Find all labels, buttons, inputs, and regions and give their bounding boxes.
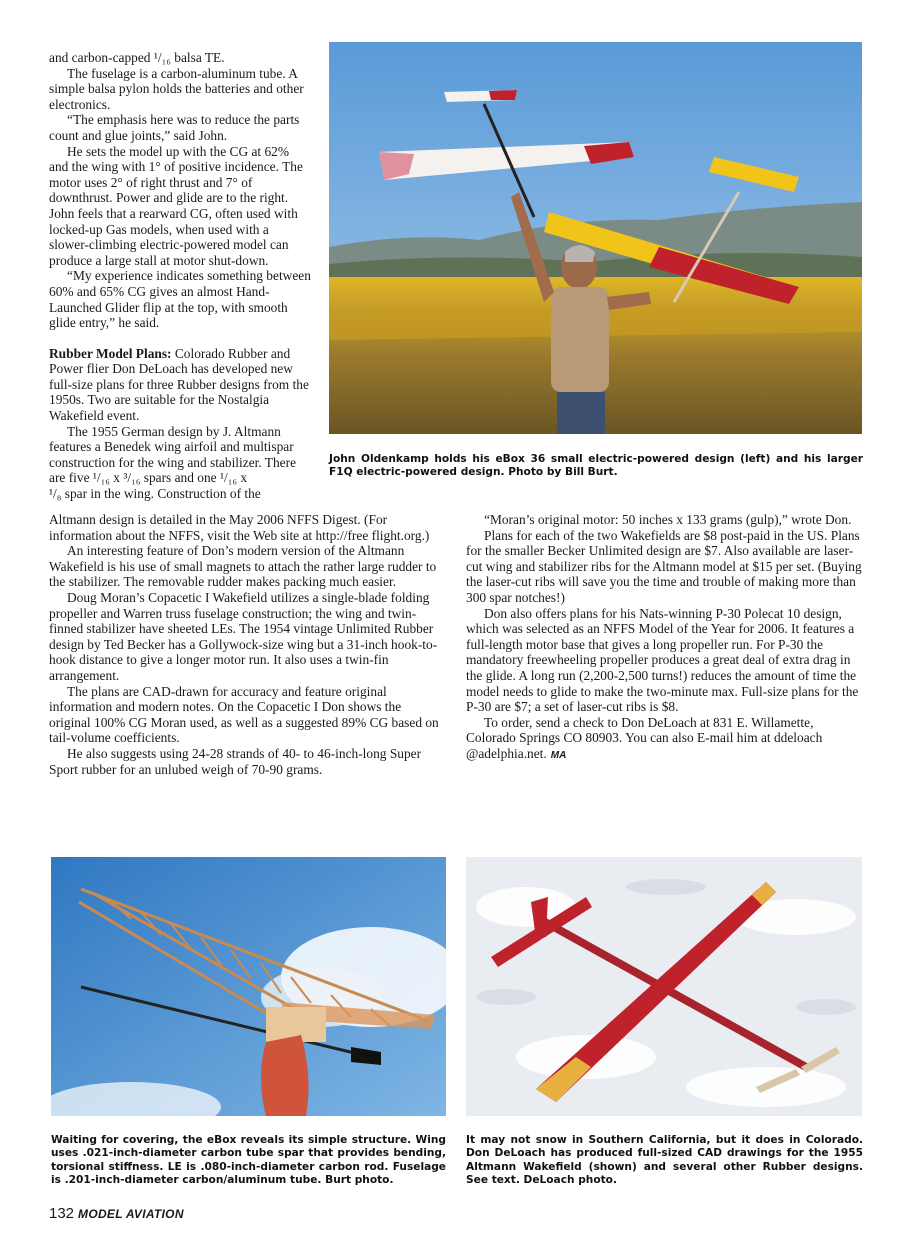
photo-ebox-structure — [51, 857, 446, 1116]
paragraph: “The emphasis here was to reduce the parts count and glue joints,” said John. — [49, 112, 300, 143]
section-heading: Rubber Model Plans: — [49, 345, 172, 361]
text-column-top — [49, 50, 311, 502]
page-footer — [49, 1205, 184, 1222]
section-text: Colorado Rubber and Power flier Don DeLoach has developed new full-size plans for three Rubber designs from the 1950s. Two are suitable for the Nostalgia Wakefield event. — [49, 345, 309, 424]
magazine-title: MODEL AVIATION — [78, 1207, 184, 1221]
text-column-right — [466, 512, 862, 764]
paragraph: “Moran’s original motor: 50 inches x 133 grams (gulp),” wrote Don. — [484, 512, 852, 527]
paragraph: and carbon-capped ¹/₁₆ balsa TE. — [49, 50, 225, 65]
caption-bottom-right: It may not snow in Southern California, but it does in Colorado. Don DeLoach has produced full-sized CAD drawings for the 1955 Altmann Wakefield (shown) and several other Rubber designs. See text. DeLoach photo. — [466, 1134, 863, 1187]
paragraph: He also suggests using 24-28 strands of 40- to 46-inch-long Super Sport rubber for an unlubed weigh of 70-90 grams. — [49, 745, 422, 777]
caption-bottom-left: Waiting for covering, the eBox reveals its simple structure. Wing uses .021-inch-diameter carbon tube spar that provides bending, torsional stiffness. LE is .080-inch-diameter carbon rod. Fuselage is .201-inch-diameter carbon/aluminum tube. Burt photo. — [51, 1134, 446, 1187]
paragraph: An interesting feature of Don’s modern version of the Altmann Wakefield is his use of small magnets to attach the rather large rudder to the stabilizer. The removable rudder makes packing much easier. — [49, 543, 437, 590]
paragraph: “My experience indicates something between 60% and 65% CG gives an almost Hand-Launched Glider flip at the top, with smooth glide entry,” he said. — [49, 268, 311, 331]
paragraph-text: To order, send a check to Don DeLoach at 831 E. Willamette, Colorado Springs CO 80903. You can also E-mail him at ddeloach @adelphia.net. — [466, 714, 823, 761]
paragraph-cont: Altmann design is detailed in the May 2006 NFFS Digest. (For information about the NFFS, visit the Web site at http://free flight.org.) — [49, 512, 430, 543]
paragraph-cont: ¹/₈ spar in the wing. Construction of the — [49, 486, 261, 502]
photo-altmann-image — [466, 857, 862, 1116]
photo-oldenkamp-image — [329, 42, 862, 434]
paragraph-last — [466, 715, 862, 764]
paragraph: He sets the model up with the CG at 62% and the wing with 1° of positive incidence. The motor uses 2° of right thrust and 7° of downthrust. Power and glide are to the right. John feels that a rearward CG, often used with locked-up Gas models, when used with a slower-climbing electric-powered model can produce a large stall at motor shut-down. — [49, 143, 303, 268]
paragraph: The plans are CAD-drawn for accuracy and feature original information and modern notes. On the Copacetic I Don shows the original 100% CG Moran used, as well as a suggested 89% CG based on tail-volume coefficients. — [49, 683, 439, 746]
photo-altmann-snow — [466, 857, 862, 1116]
end-mark: MA — [550, 749, 567, 761]
page-number: 132 — [49, 1205, 75, 1222]
paragraph: Plans for each of the two Wakefields are $8 post-paid in the US. Plans for the smaller Becker Unlimited design are $7. Also available are laser-cut wing and stabilizer ribs for the Altmann model at $15 per set. (Buying the laser-cut ribs will save you the time and trouble of making more than 300 spar notches!) — [466, 527, 862, 605]
text-column-left — [49, 512, 443, 777]
photo-ebox-image — [51, 857, 446, 1116]
paragraph: Don also offers plans for his Nats-winning P-30 Polecat 10 design, which was selected as an NFFS Model of the Year for 2006. It features a full-length motor base that gives a long propeller run. For P-30 the mandatory freewheeling propeller produces a great deal of extra drag in the glide. A long run (2,200-2,500 turns!) reduces the amount of time the model needs to glide to make the two-minute max. Full-size plans for the P-30 are $7; a set of laser-cut ribs is $8. — [466, 605, 859, 715]
paragraph: The fuselage is a carbon-aluminum tube. A simple balsa pylon holds the batteries and other electronics. — [49, 65, 304, 112]
caption-top: John Oldenkamp holds his eBox 36 small electric-powered design (left) and his larger F1Q electric-powered design. Photo by Bill Burt. — [329, 453, 863, 479]
paragraph: Doug Moran’s Copacetic I Wakefield utilizes a single-blade folding propeller and Warren truss fuselage construction; the wing and twin-finned stabilizer have sheeted LEs. The 1954 vintage Unlimited Rubber design by Ted Becker has a Gollywock-size wing but a 31-inch hook-to-hook distance to give a longer motor run. It also uses a twin-fin arrangement. — [49, 589, 438, 683]
photo-oldenkamp — [329, 42, 862, 434]
paragraph: The 1955 German design by J. Altmann features a Benedek wing airfoil and multispar construction for the wing and stabilizer. There are five ¹/₁₆ x ³/₁₆ spars and one ¹/₁₆ x — [49, 423, 297, 486]
paragraph-section — [49, 346, 311, 424]
